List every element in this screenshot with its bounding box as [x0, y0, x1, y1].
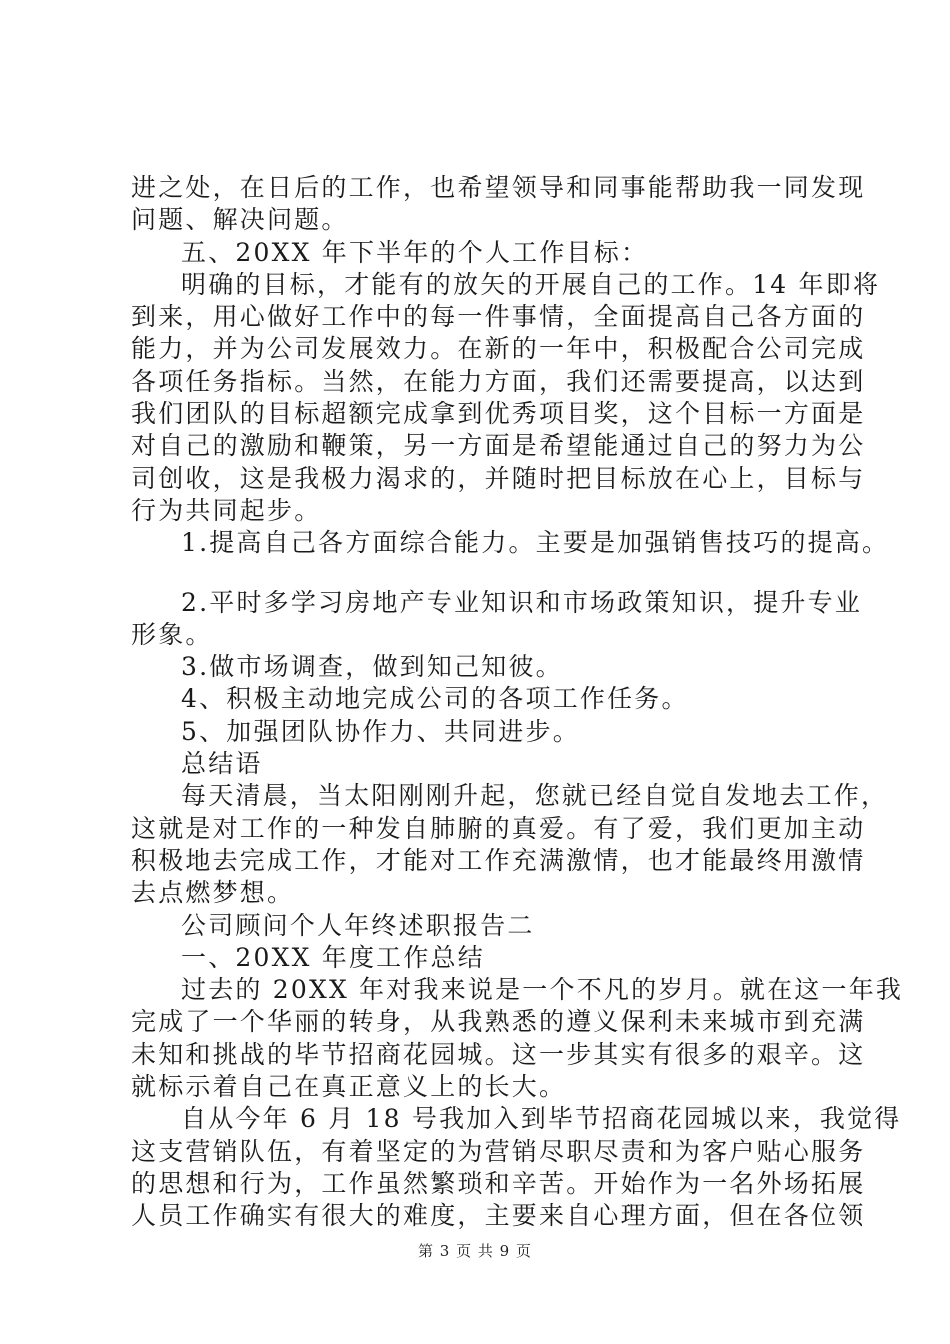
text-line: 司创收，这是我极力渴求的，并随时把目标放在心上，目标与 — [131, 463, 866, 493]
text-line: 的思想和行为，工作虽然繁琐和辛苦。开始作为一名外场拓展 — [131, 1168, 866, 1198]
text-line: 自从今年 6 月 18 号我加入到毕节招商花园城以来，我觉得 — [181, 1104, 902, 1134]
text-line: 问题、解决问题。 — [131, 205, 349, 235]
paragraph-gap — [131, 560, 846, 587]
report-title: 公司顾问个人年终述职报告二 — [181, 910, 535, 940]
text-line: 进之处，在日后的工作，也希望领导和同事能帮助我一同发现 — [131, 173, 866, 202]
text-line: 我们团队的目标超额完成拿到优秀项目奖，这个目标一方面是 — [131, 399, 866, 429]
text-line: 积极地去完成工作，才能对工作充满激情，也才能最终用激情 — [131, 845, 866, 875]
text-line: 这就是对工作的一种发自肺腑的真爱。有了爱，我们更加主动 — [131, 813, 866, 843]
section-heading: 五、20XX 年下半年的个人工作目标： — [181, 237, 649, 267]
text-line: 各项任务指标。当然，在能力方面，我们还需要提高，以达到 — [131, 366, 866, 396]
text-line: 过去的 20XX 年对我来说是一个不凡的岁月。就在这一年我 — [181, 975, 904, 1005]
text-line: 人员工作确实有很大的难度，主要来自心理方面，但在各位领 — [131, 1201, 866, 1231]
list-item: 4、积极主动地完成公司的各项工作任务。 — [181, 684, 689, 714]
text-line: 明确的目标，才能有的放矢的开展自己的工作。14 年即将 — [181, 269, 881, 299]
text-line: 去点燃梦想。 — [131, 878, 295, 908]
list-item: 1.提高自己各方面综合能力。主要是加强销售技巧的提高。 — [181, 528, 890, 558]
text-line: 形象。 — [131, 619, 213, 649]
text-line: 到来，用心做好工作中的每一件事情，全面提高自己各方面的 — [131, 302, 866, 332]
section-heading: 总结语 — [181, 749, 263, 779]
list-item: 3.做市场调查，做到知己知彼。 — [181, 652, 563, 682]
text-line: 行为共同起步。 — [131, 495, 322, 525]
text-line: 就标示着自己在真正意义上的长大。 — [131, 1072, 567, 1102]
document-body — [131, 172, 904, 1233]
list-item: 2.平时多学习房地产专业知识和市场政策知识，提升专业 — [181, 587, 863, 617]
text-line: 完成了一个华丽的转身，从我熟悉的遵义保利未来城市到充满 — [131, 1007, 866, 1037]
page-number-footer: 第 3 页 共 9 页 — [418, 1242, 532, 1260]
text-line: 这支营销队伍，有着坚定的为营销尽职尽责和为客户贴心服务 — [131, 1136, 866, 1166]
section-heading: 一、20XX 年度工作总结 — [181, 942, 485, 972]
text-line: 每天清晨，当太阳刚刚升起，您就已经自觉自发地去工作， — [181, 781, 889, 811]
list-item: 5、加强团队协作力、共同进步。 — [181, 716, 580, 746]
text-line: 对自己的激励和鞭策，另一方面是希望能通过自己的努力为公 — [131, 431, 866, 461]
text-line: 未知和挑战的毕节招商花园城。这一步其实有很多的艰辛。这 — [131, 1039, 866, 1069]
text-line: 能力，并为公司发展效力。在新的一年中，积极配合公司完成 — [131, 334, 866, 364]
